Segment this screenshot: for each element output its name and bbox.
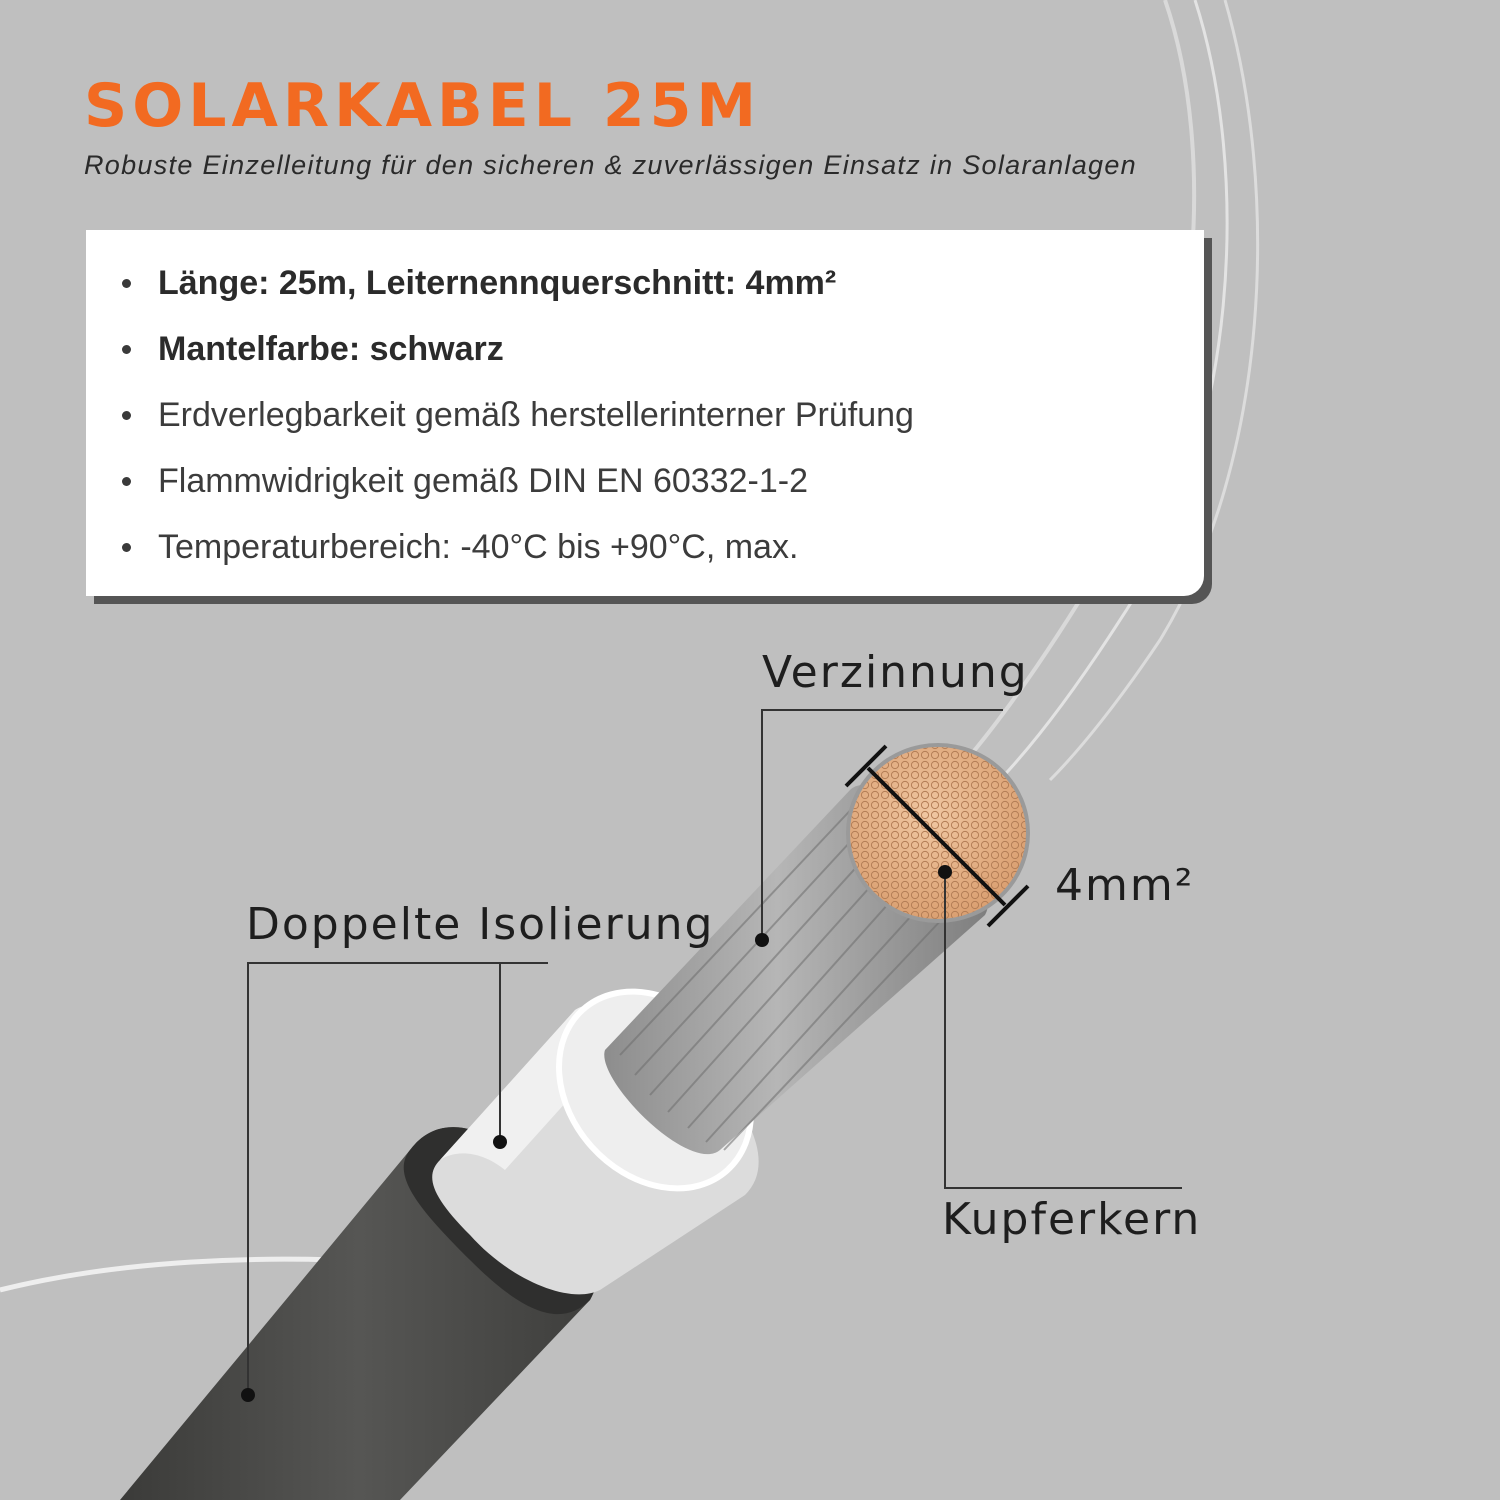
feature-text: Mantelfarbe: schwarz xyxy=(158,330,504,368)
label-insulation: Doppelte Isolierung xyxy=(246,899,715,950)
feature-text: Erdverlegbarkeit gemäß herstellerinterner Prüfung xyxy=(158,396,914,434)
product-subtitle: Robuste Einzelleitung für den sicheren & zuverlässigen Einsatz in Solaranlagen xyxy=(84,150,1137,180)
feature-text: Flammwidrigkeit gemäß DIN EN 60332-1-2 xyxy=(158,462,808,500)
product-title: SOLARKABEL 25M xyxy=(84,71,762,141)
feature-text: Temperaturbereich: -40°C bis +90°C, max. xyxy=(158,528,799,566)
label-core: Kupferkern xyxy=(942,1194,1202,1245)
feature-text: Länge: 25m, Leiternennquerschnitt: 4mm² xyxy=(158,264,837,302)
label-tinning: Verzinnung xyxy=(762,647,1029,698)
label-cross-section: 4mm² xyxy=(1055,860,1195,911)
